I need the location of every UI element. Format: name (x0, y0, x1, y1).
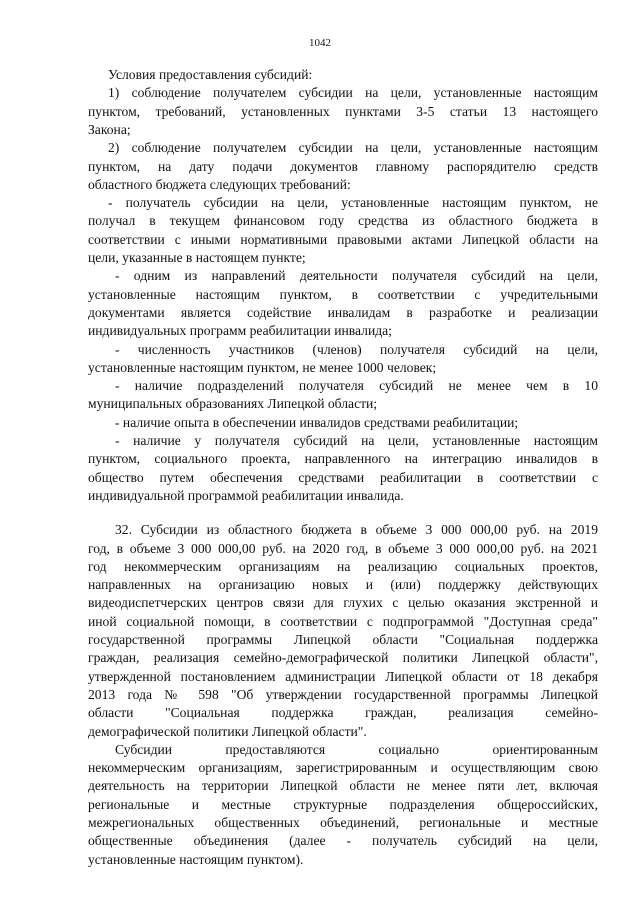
page-number: 1042 (309, 37, 331, 49)
text-line: - наличие у получателя субсидий на цели, установленные настоящим (115, 433, 598, 448)
text-line: региональные и местные структурные подразделения общероссийских, (88, 796, 598, 812)
text-line: установленные настоящим пунктом, не менее 1000 человек; (88, 359, 437, 375)
text-line: межрегиональных общественных объединений, региональные и местные (88, 815, 598, 830)
text-line: Закона; (88, 121, 131, 137)
text-line: области "Социальная поддержка граждан, реализация семейно- (88, 705, 598, 721)
text-line: 2) соблюдение получателем субсидии на цели, установленные настоящим (108, 140, 598, 156)
text-line: демографической политики Липецкой области". (88, 723, 367, 739)
text-line: общественные объединения (далее - получатель субсидий на цели, (88, 833, 598, 849)
text-line: муниципальных образованиях Липецкой области; (88, 396, 378, 412)
text-line: 32. Субсидии из областного бюджета в объеме 3 000 000,00 руб. на 2019 (115, 522, 598, 538)
text-line: документами является содействие инвалидам в разработке и реализации (88, 304, 598, 320)
text-line: - численность участников (членов) получателя субсидий на цели, (115, 341, 598, 357)
text-line: некоммерческим организациям, зарегистрированным и осуществляющим свою (88, 760, 598, 776)
text-line: соответствии с иными нормативными правовыми актами Липецкой области на (88, 231, 598, 247)
text-line: цели, указанные в настоящем пункте; (88, 250, 306, 265)
text-line: - наличие подразделений получателя субсидий не менее чем в 10 (115, 378, 598, 394)
text-line: год, в объеме 3 000 000,00 руб. на 2020 год, в объеме 3 000 000,00 руб. на 2021 (88, 540, 598, 556)
text-line: утвержденной постановлением администрации Липецкой области от 18 декабря (88, 668, 598, 684)
text-line: пунктом, требований, установленных пунктами 3-5 статьи 13 настоящего (88, 103, 598, 119)
text-line: деятельность на территории Липецкой области не менее пяти лет, включая (88, 778, 598, 794)
text-line: - наличие опыта в обеспечении инвалидов средствами реабилитации; (115, 414, 519, 430)
text-line: установленные настоящим пунктом). (88, 851, 304, 867)
text-line: видеодиспетчерских центров связи для глухих с целью оказания экстренной и (88, 595, 598, 611)
text-line: год некоммерческим организациям на реализацию социальных проектов, (88, 558, 598, 574)
text-line: пунктом, социального проекта, направленного на интеграцию инвалидов в (88, 451, 598, 467)
text-line: областного бюджета следующих требований: (88, 176, 351, 192)
text-line: Субсидии предоставляются социально ориентированным (115, 741, 598, 757)
text-line: установленные настоящим пунктом, в соответствии с учредительными (88, 286, 598, 302)
text-line: пунктом, на дату подачи документов главному распорядителю средств (88, 158, 598, 174)
text-line: направленных на организацию новых и (или) поддержку действующих (88, 577, 598, 593)
text-line: граждан, реализация семейно-демографической политики Липецкой области", (88, 650, 598, 666)
text-line: иной социальной помощи, в соответствии с подпрограммой "Доступная среда" (88, 613, 598, 629)
text-line: общество путем обеспечения средствами реабилитации в соответствии с (88, 469, 598, 485)
text-line: 1) соблюдение получателем субсидии на цели, установленные настоящим (108, 85, 598, 101)
text-line: индивидуальной программой реабилитации инвалида. (88, 487, 404, 503)
text-line: - одним из направлений деятельности получателя субсидий на цели, (115, 268, 598, 284)
text-line: индивидуальных программ реабилитации инвалида; (88, 323, 392, 339)
text-line: - получатель субсидии на цели, установленные настоящим пунктом, не (108, 195, 598, 211)
text-line: Условия предоставления субсидий: (108, 67, 313, 82)
text-line: получал в текущем финансовом году средства из областного бюджета в (88, 213, 598, 229)
text-line: 2013 года № 598 "Об утверждении государственной программы Липецкой (88, 686, 598, 702)
text-line: государственной программы Липецкой области "Социальная поддержка (88, 632, 598, 647)
